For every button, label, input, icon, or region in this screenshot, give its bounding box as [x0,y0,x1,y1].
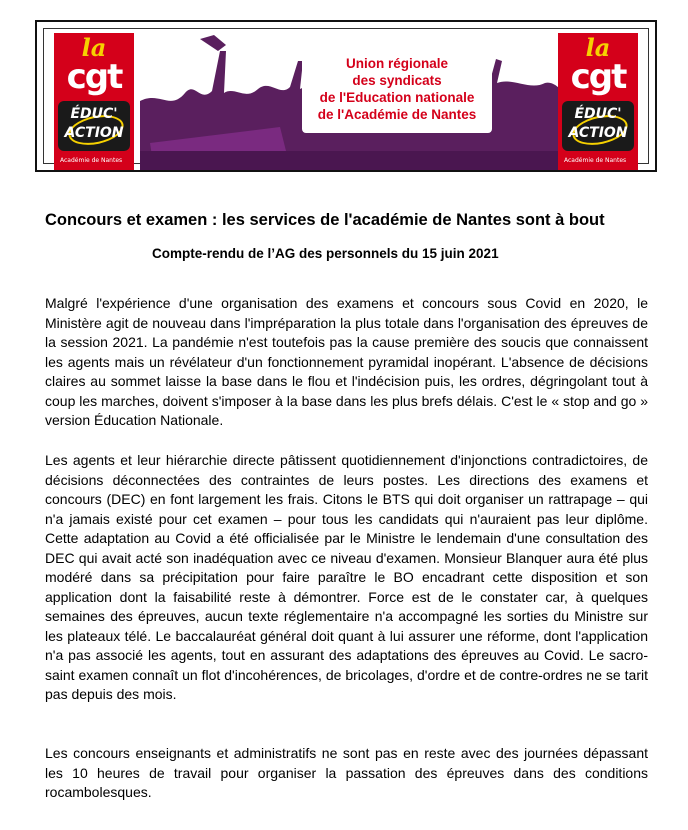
header-banner [35,20,657,172]
logo-action-text: ACTION [568,125,628,141]
union-line-2: des syndicats [352,73,442,88]
cgt-educ-action-logo-left [54,33,134,171]
crowd-flag [200,35,226,51]
logo-educ-action-badge [58,101,130,151]
article-subtitle: Compte-rendu de l’AG des personnels du 15 juin 2021 [152,246,499,261]
crowd-base [140,151,560,171]
union-line-4: de l'Académie de Nantes [317,107,477,122]
banner-frame [43,28,649,164]
union-line-3: de l'Education nationale [319,90,475,105]
logo-subtitle: Académie de Nantes [564,157,627,164]
logo-action-text: ACTION [64,125,124,141]
cgt-educ-action-logo-right [558,33,638,171]
union-title [302,55,492,123]
paragraph-1: Malgré l'expérience d'une organisation des examens et concours sous Covid en 2020, le Ministère agit de nouveau dans l'impréparation la plus totale dans l'organisation des épreuves de la session 2021. La pandémie n'est toutefois pas la cause première des soucis que connaissent les agents mais un révélateur d'un fonctionnement pyramidal inopérant. L'absence de décisions claires au sommet laisse la base dans le flou et l'indécision puis, les ordres, dégringolant tout à coup les marches, doivent s'imposer à la base dans les plus brefs délais. C'est le « stop and go » version Éducation Nationale. [45,295,648,428]
logo-educ-text: ÉDUC' [70,106,118,122]
logo-educ-text: ÉDUC' [574,106,622,122]
logo-la-text: la [81,33,107,62]
logo-educ-action-badge [562,101,634,151]
logo-cgt-text: cgt [66,57,122,97]
logo-cgt-text: cgt [570,57,626,97]
logo-la-text: la [585,33,611,62]
logo-subtitle: Académie de Nantes [60,157,123,164]
union-title-box [302,47,492,133]
article-title: Concours et examen : les services de l'académie de Nantes sont à bout [45,211,605,229]
paragraph-3: Les concours enseignants et administratifs ne sont pas en reste avec des journées dépassant les 10 heures de travail pour organiser la passation des épreuves dans des conditions rocambolesques. [45,745,648,800]
paragraph-2: Les agents et leur hiérarchie directe pâtissent quotidiennement d'injonctions contradictoires, de décisions déconnectées des contraintes de leurs postes. Les directions des examens et concours (DEC) en font largement les frais. Citons le BTS qui doit organiser un rattrapage – qui n'a jamais existé pour cet examen – pour tous les candidats qui n'auraient pas leur diplôme. Cette adaptation au Covid a été officialisée par le Ministre le lendemain d'une consultation des DEC qui avait acté son inadéquation avec ce niveau d'examen. Monsieur Blanquer aura été plus modéré dans sa précipitation pour faire paraître le BO encadrant cette disposition et son application dont la faisabilité reste à démontrer. Force est de le constater car, à quelques semaines des épreuves, aucun texte réglementaire n'a accompagné les sorties du Ministre sur les plateaux télé. Le baccalauréat général doit quant à lui assurer une réforme, dont l'application n'a pas associé les agents, tout en assurant des adaptations des épreuves au Covid. Le sacro-saint examen connaît un flot d'incohérences, de bricolages, d'ordre et de contre-ordres ne se tarit pas depuis des mois. [45,452,648,702]
union-line-1: Union régionale [345,56,448,71]
